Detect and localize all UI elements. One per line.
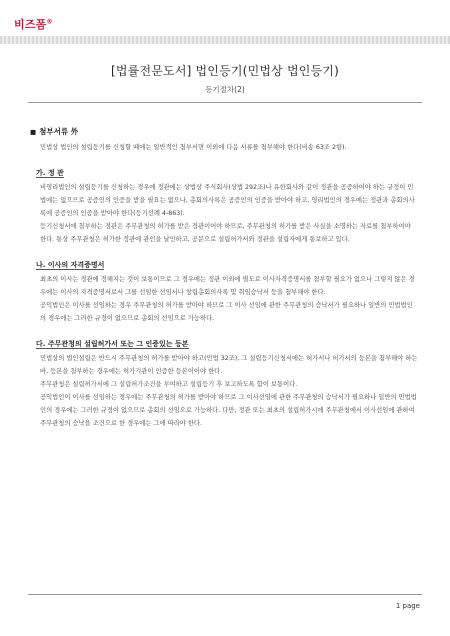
body-paragraph: 공익법인이 이사를 선임하는 경우에는 주무관청의 허가를 받아야 하므로 그 이사선임에 관한 주무관청의 승낙서가 필요하나 일반의 민법법인의 경우에는 그러한 규정이 없으므로 총회의 선임으로 가능하다. 다만, 정관 또는 최초의 설립허가시에 주무관청에서 이사선임에 관하여 주무관청의 승낙을 조건으로 한 경우에는 그에 따라야 한다. (40, 394, 417, 427)
body-paragraph: 등기신청서에 첨부하는 정관은 주무관청의 허가를 받은 정관이어야 하므로, 주무관청의 허가를 받은 사실을 소명하는 자료를 첨부하여야 한다. 통상 주무관청은 허가한 정관에 관인을 날인하고, 공문으로 설립허가서와 정관을 설립자에게 통보하고 있다. (40, 223, 411, 243)
footer-divider (28, 594, 422, 595)
body-paragraph: 민법상의 법인설립은 반드시 주무관청의 허가를 받아야 하고(민법 32조), 그 설립등기신청서에는 허가서나 허가서의 등본을 첨부해야 하는 바, 등본을 첨부하는 경우에는 허가기관이 인증한 등본이어야 한다. (40, 355, 418, 375)
subsection-heading-permit: 다. 주무관청의 설립허가서 또는 그 인증있는 등본 (36, 340, 189, 348)
body-paragraph: 민법상 법인의 설립등기를 신청할 때에는 일반적인 첨부서면 이외에 다음 서류를 첨부해야 한다(비송 63조 2항). (40, 144, 347, 151)
document-title: [법률전문도서] 법인등기(민법상 법인등기) (110, 64, 340, 78)
page-number: 1 page (395, 602, 420, 610)
body-paragraph: 주무관청은 설립허가서에 그 설립허가조건을 부여하고 설립등기 후 보고하도록 함이 보통이다. (40, 381, 298, 388)
document-body (30, 126, 418, 430)
subsection-heading-director-cert: 나. 이사의 자격증명서 (36, 261, 105, 269)
body-paragraph: 비영리법인의 설립등기를 신청하는 경우에 정관에는 상법상 주식회사(상법 292조)나 유한회사와 같이 정관을 공증하여야 하는 규정이 민법에는 없으므로 공증인의 인증을 받을 필요는 없으나, 총회의사록은 공증인의 인증을 받아야 하고, 영리법인의 경우에는 정관과 총회의사록에 공증인의 인증을 받아야 한다(등기선례 4-863). (40, 184, 415, 217)
title-divider (28, 102, 422, 103)
subsection-heading-articles: 가. 정 관 (36, 169, 64, 177)
body-paragraph: 공익법인은 이사를 선임하는 경우 주무관청의 허가를 받아야 하므로 그 이사 선임에 관한 주무관청의 승낙서가 필요하나 일반의 민법법인의 경우에는 그러한 규정이 없으므로 총회의 선임으로 가능하다. (40, 302, 413, 322)
document-subtitle: 등기절차(2) (205, 85, 245, 94)
header-band (0, 36, 450, 44)
bizforms-logo: 비즈폼® (14, 18, 53, 31)
header-bar (0, 0, 450, 44)
section-heading: ■ 첨부서류 外 (30, 127, 79, 136)
body-paragraph: 최초의 이사는 정관에 정해지는 것이 보통이므로 그 경우에는 정관 이외에 별도로 이사자격증명서를 첨부할 필요가 없으나 그렇지 않은 경우에는 이사의 자격증명서로서 그를 선임한 선임서나 창립총회의사록 및 취임승낙서 등을 첨부해야 한다. (40, 276, 415, 296)
